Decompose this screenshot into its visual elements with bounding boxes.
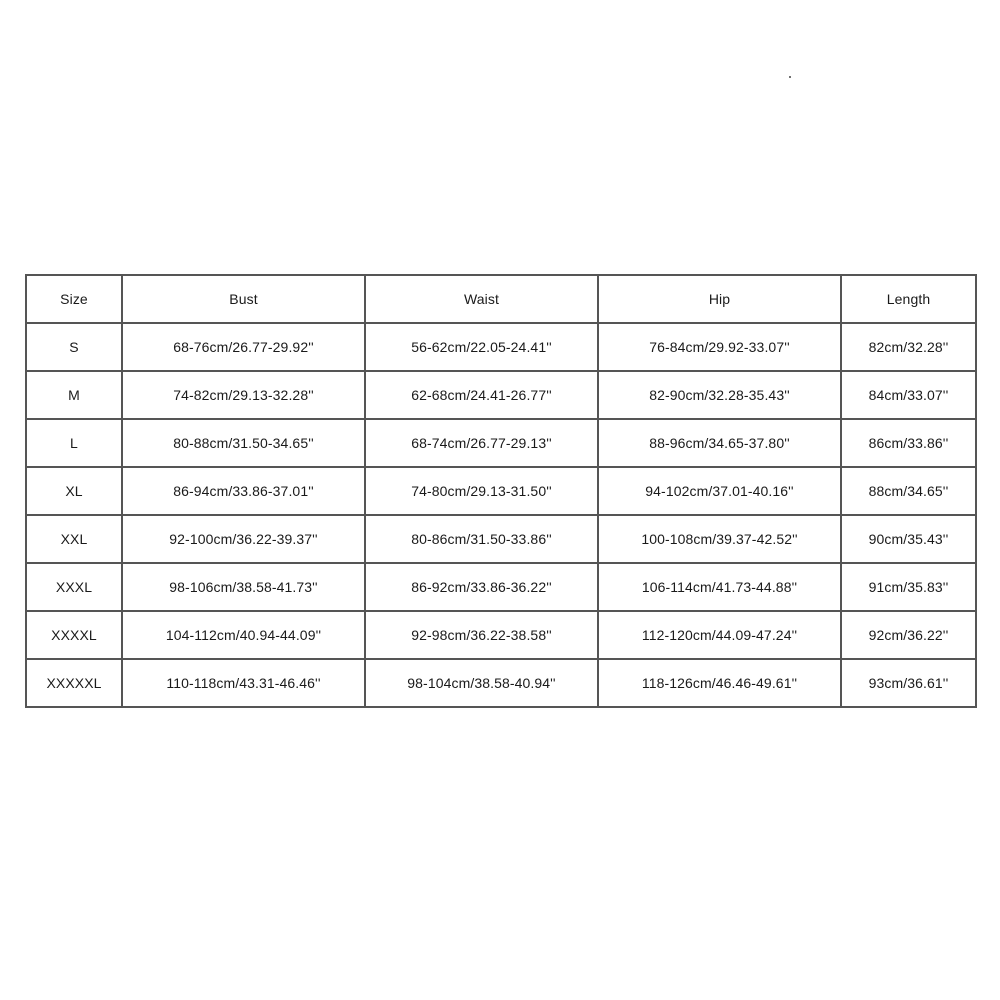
length-cell: 86cm/33.86'' <box>841 419 976 467</box>
length-cell: 84cm/33.07'' <box>841 371 976 419</box>
size-cell: S <box>26 323 122 371</box>
bust-cell: 68-76cm/26.77-29.92'' <box>122 323 365 371</box>
hip-cell: 106-114cm/41.73-44.88'' <box>598 563 841 611</box>
table-row <box>26 563 976 611</box>
hip-cell: 94-102cm/37.01-40.16'' <box>598 467 841 515</box>
hip-cell: 88-96cm/34.65-37.80'' <box>598 419 841 467</box>
hip-cell: 118-126cm/46.46-49.61'' <box>598 659 841 707</box>
table-row <box>26 515 976 563</box>
table-row <box>26 371 976 419</box>
size-cell: XXL <box>26 515 122 563</box>
bust-cell: 98-106cm/38.58-41.73'' <box>122 563 365 611</box>
waist-cell: 98-104cm/38.58-40.94'' <box>365 659 598 707</box>
table-row <box>26 659 976 707</box>
header-length: Length <box>841 275 976 323</box>
length-cell: 91cm/35.83'' <box>841 563 976 611</box>
length-cell: 82cm/32.28'' <box>841 323 976 371</box>
waist-cell: 80-86cm/31.50-33.86'' <box>365 515 598 563</box>
hip-cell: 76-84cm/29.92-33.07'' <box>598 323 841 371</box>
table-row <box>26 323 976 371</box>
header-hip: Hip <box>598 275 841 323</box>
waist-cell: 86-92cm/33.86-36.22'' <box>365 563 598 611</box>
length-cell: 93cm/36.61'' <box>841 659 976 707</box>
size-cell: XXXL <box>26 563 122 611</box>
table-row <box>26 467 976 515</box>
size-cell: XL <box>26 467 122 515</box>
bust-cell: 92-100cm/36.22-39.37'' <box>122 515 365 563</box>
hip-cell: 82-90cm/32.28-35.43'' <box>598 371 841 419</box>
header-bust: Bust <box>122 275 365 323</box>
bust-cell: 86-94cm/33.86-37.01'' <box>122 467 365 515</box>
size-cell: XXXXXL <box>26 659 122 707</box>
waist-cell: 62-68cm/24.41-26.77'' <box>365 371 598 419</box>
stray-dot <box>789 76 791 78</box>
length-cell: 92cm/36.22'' <box>841 611 976 659</box>
size-cell: XXXXL <box>26 611 122 659</box>
length-cell: 90cm/35.43'' <box>841 515 976 563</box>
size-chart-table <box>25 274 977 708</box>
header-row <box>26 275 976 323</box>
hip-cell: 100-108cm/39.37-42.52'' <box>598 515 841 563</box>
bust-cell: 74-82cm/29.13-32.28'' <box>122 371 365 419</box>
size-cell: L <box>26 419 122 467</box>
bust-cell: 80-88cm/31.50-34.65'' <box>122 419 365 467</box>
length-cell: 88cm/34.65'' <box>841 467 976 515</box>
hip-cell: 112-120cm/44.09-47.24'' <box>598 611 841 659</box>
header-size: Size <box>26 275 122 323</box>
waist-cell: 68-74cm/26.77-29.13'' <box>365 419 598 467</box>
size-cell: M <box>26 371 122 419</box>
table-row <box>26 611 976 659</box>
header-waist: Waist <box>365 275 598 323</box>
bust-cell: 104-112cm/40.94-44.09'' <box>122 611 365 659</box>
waist-cell: 92-98cm/36.22-38.58'' <box>365 611 598 659</box>
waist-cell: 74-80cm/29.13-31.50'' <box>365 467 598 515</box>
table-row <box>26 419 976 467</box>
waist-cell: 56-62cm/22.05-24.41'' <box>365 323 598 371</box>
bust-cell: 110-118cm/43.31-46.46'' <box>122 659 365 707</box>
